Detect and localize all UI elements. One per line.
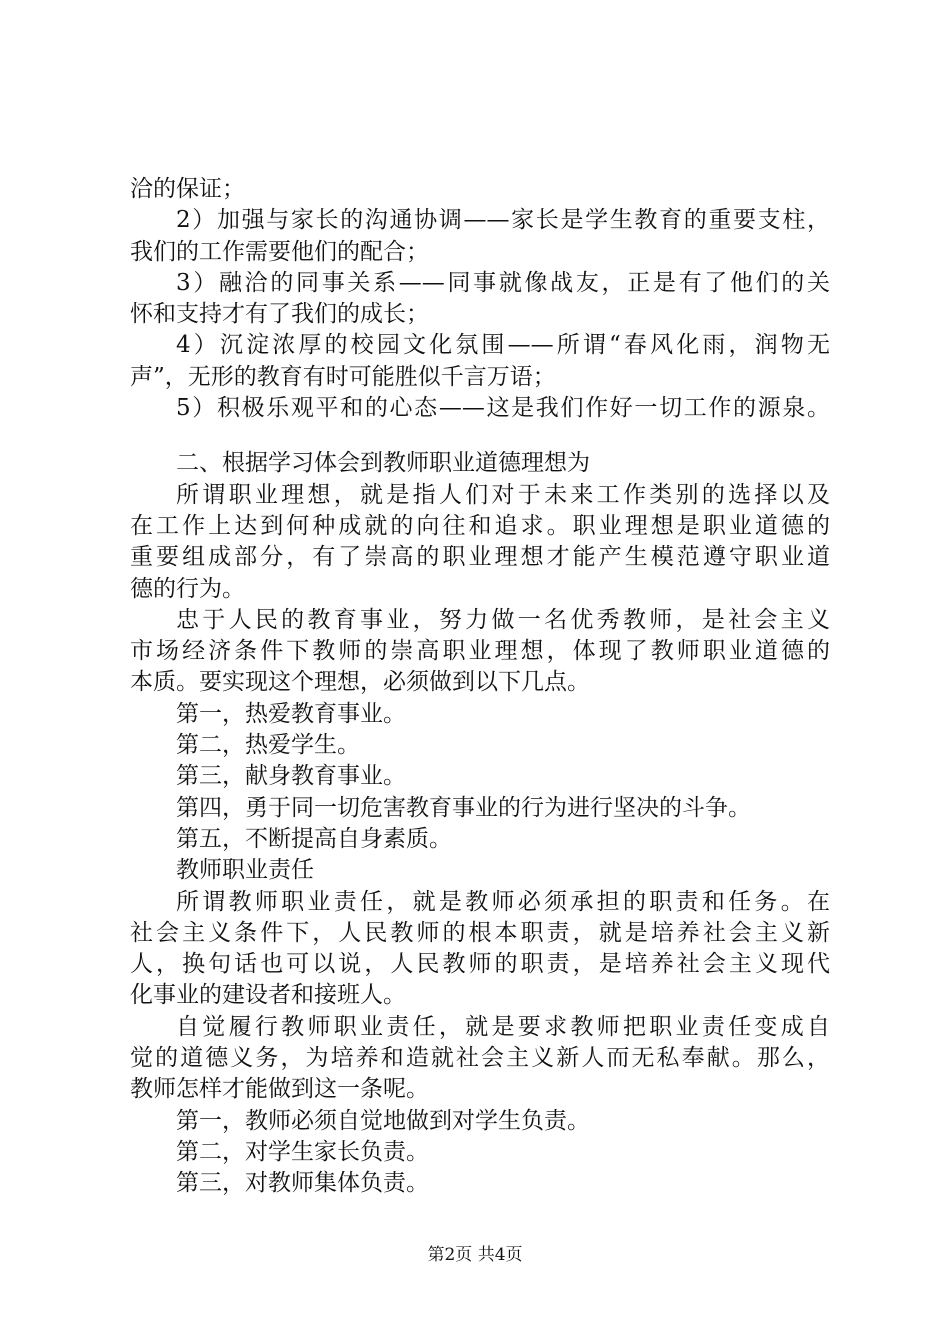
- text-line: 德的行为。: [130, 575, 245, 602]
- section-heading: 二、根据学习体会到教师职业道德理想为: [176, 450, 590, 477]
- list-item: 第三，对教师集体负责。: [176, 1170, 429, 1197]
- page-number-footer: 第2页 共4页: [427, 1245, 523, 1265]
- section-heading: 教师职业责任: [176, 857, 314, 884]
- text-line: 人，换句话也可以说，人民教师的职责，是培养社会主义现代: [130, 951, 830, 978]
- text-line: 声”，无形的教育有时可能胜似千言万语；: [130, 363, 556, 390]
- text-line: 所谓职业理想，就是指人们对于未来工作类别的选择以及: [176, 481, 830, 508]
- list-item: 第五，不断提高自身素质。: [176, 825, 452, 852]
- list-item: 第二，对学生家长负责。: [176, 1138, 429, 1165]
- text-line: 觉的道德义务，为培养和造就社会主义新人而无私奉献。那么，: [130, 1045, 830, 1072]
- text-line: 自觉履行教师职业责任，就是要求教师把职业责任变成自: [176, 1013, 830, 1040]
- text-line: 教师怎样才能做到这一条呢。: [130, 1076, 429, 1103]
- paragraph-gap: [130, 424, 830, 448]
- text-line: 所谓教师职业责任，就是教师必须承担的职责和任务。在: [176, 888, 830, 915]
- text-line: 3）融洽的同事关系——同事就像战友，正是有了他们的关: [176, 269, 830, 296]
- text-line: 5）积极乐观平和的心态——这是我们作好一切工作的源泉。: [176, 395, 830, 422]
- list-item: 第四，勇于同一切危害教育事业的行为进行坚决的斗争。: [176, 794, 751, 821]
- text-line: 怀和支持才有了我们的成长；: [130, 301, 429, 328]
- text-line: 2）加强与家长的沟通协调——家长是学生教育的重要支柱，: [176, 207, 830, 234]
- text-line: 我们的工作需要他们的配合；: [130, 238, 429, 265]
- text-line: 洽的保证；: [130, 176, 245, 202]
- text-line: 本质。要实现这个理想，必须做到以下几点。: [130, 669, 590, 696]
- list-item: 第三，献身教育事业。: [176, 763, 406, 790]
- list-item: 第一，教师必须自觉地做到对学生负责。: [176, 1107, 590, 1134]
- text-line: 4）沉淀浓厚的校园文化氛围——所谓“春风化雨，润物无: [176, 332, 830, 359]
- document-body: [130, 174, 830, 1200]
- list-item: 第一，热爱教育事业。: [176, 700, 406, 727]
- text-line: 忠于人民的教育事业，努力做一名优秀教师，是社会主义: [176, 606, 830, 633]
- text-line: 市场经济条件下教师的崇高职业理想，体现了教师职业道德的: [130, 638, 830, 665]
- text-line: 重要组成部分，有了崇高的职业理想才能产生模范遵守职业道: [130, 544, 830, 571]
- list-item: 第二，热爱学生。: [176, 732, 360, 759]
- text-line: 化事业的建设者和接班人。: [130, 982, 406, 1009]
- text-line: 社会主义条件下，人民教师的根本职责，就是培养社会主义新: [130, 919, 830, 946]
- text-line: 在工作上达到何种成就的向往和追求。职业理想是职业道德的: [130, 512, 830, 539]
